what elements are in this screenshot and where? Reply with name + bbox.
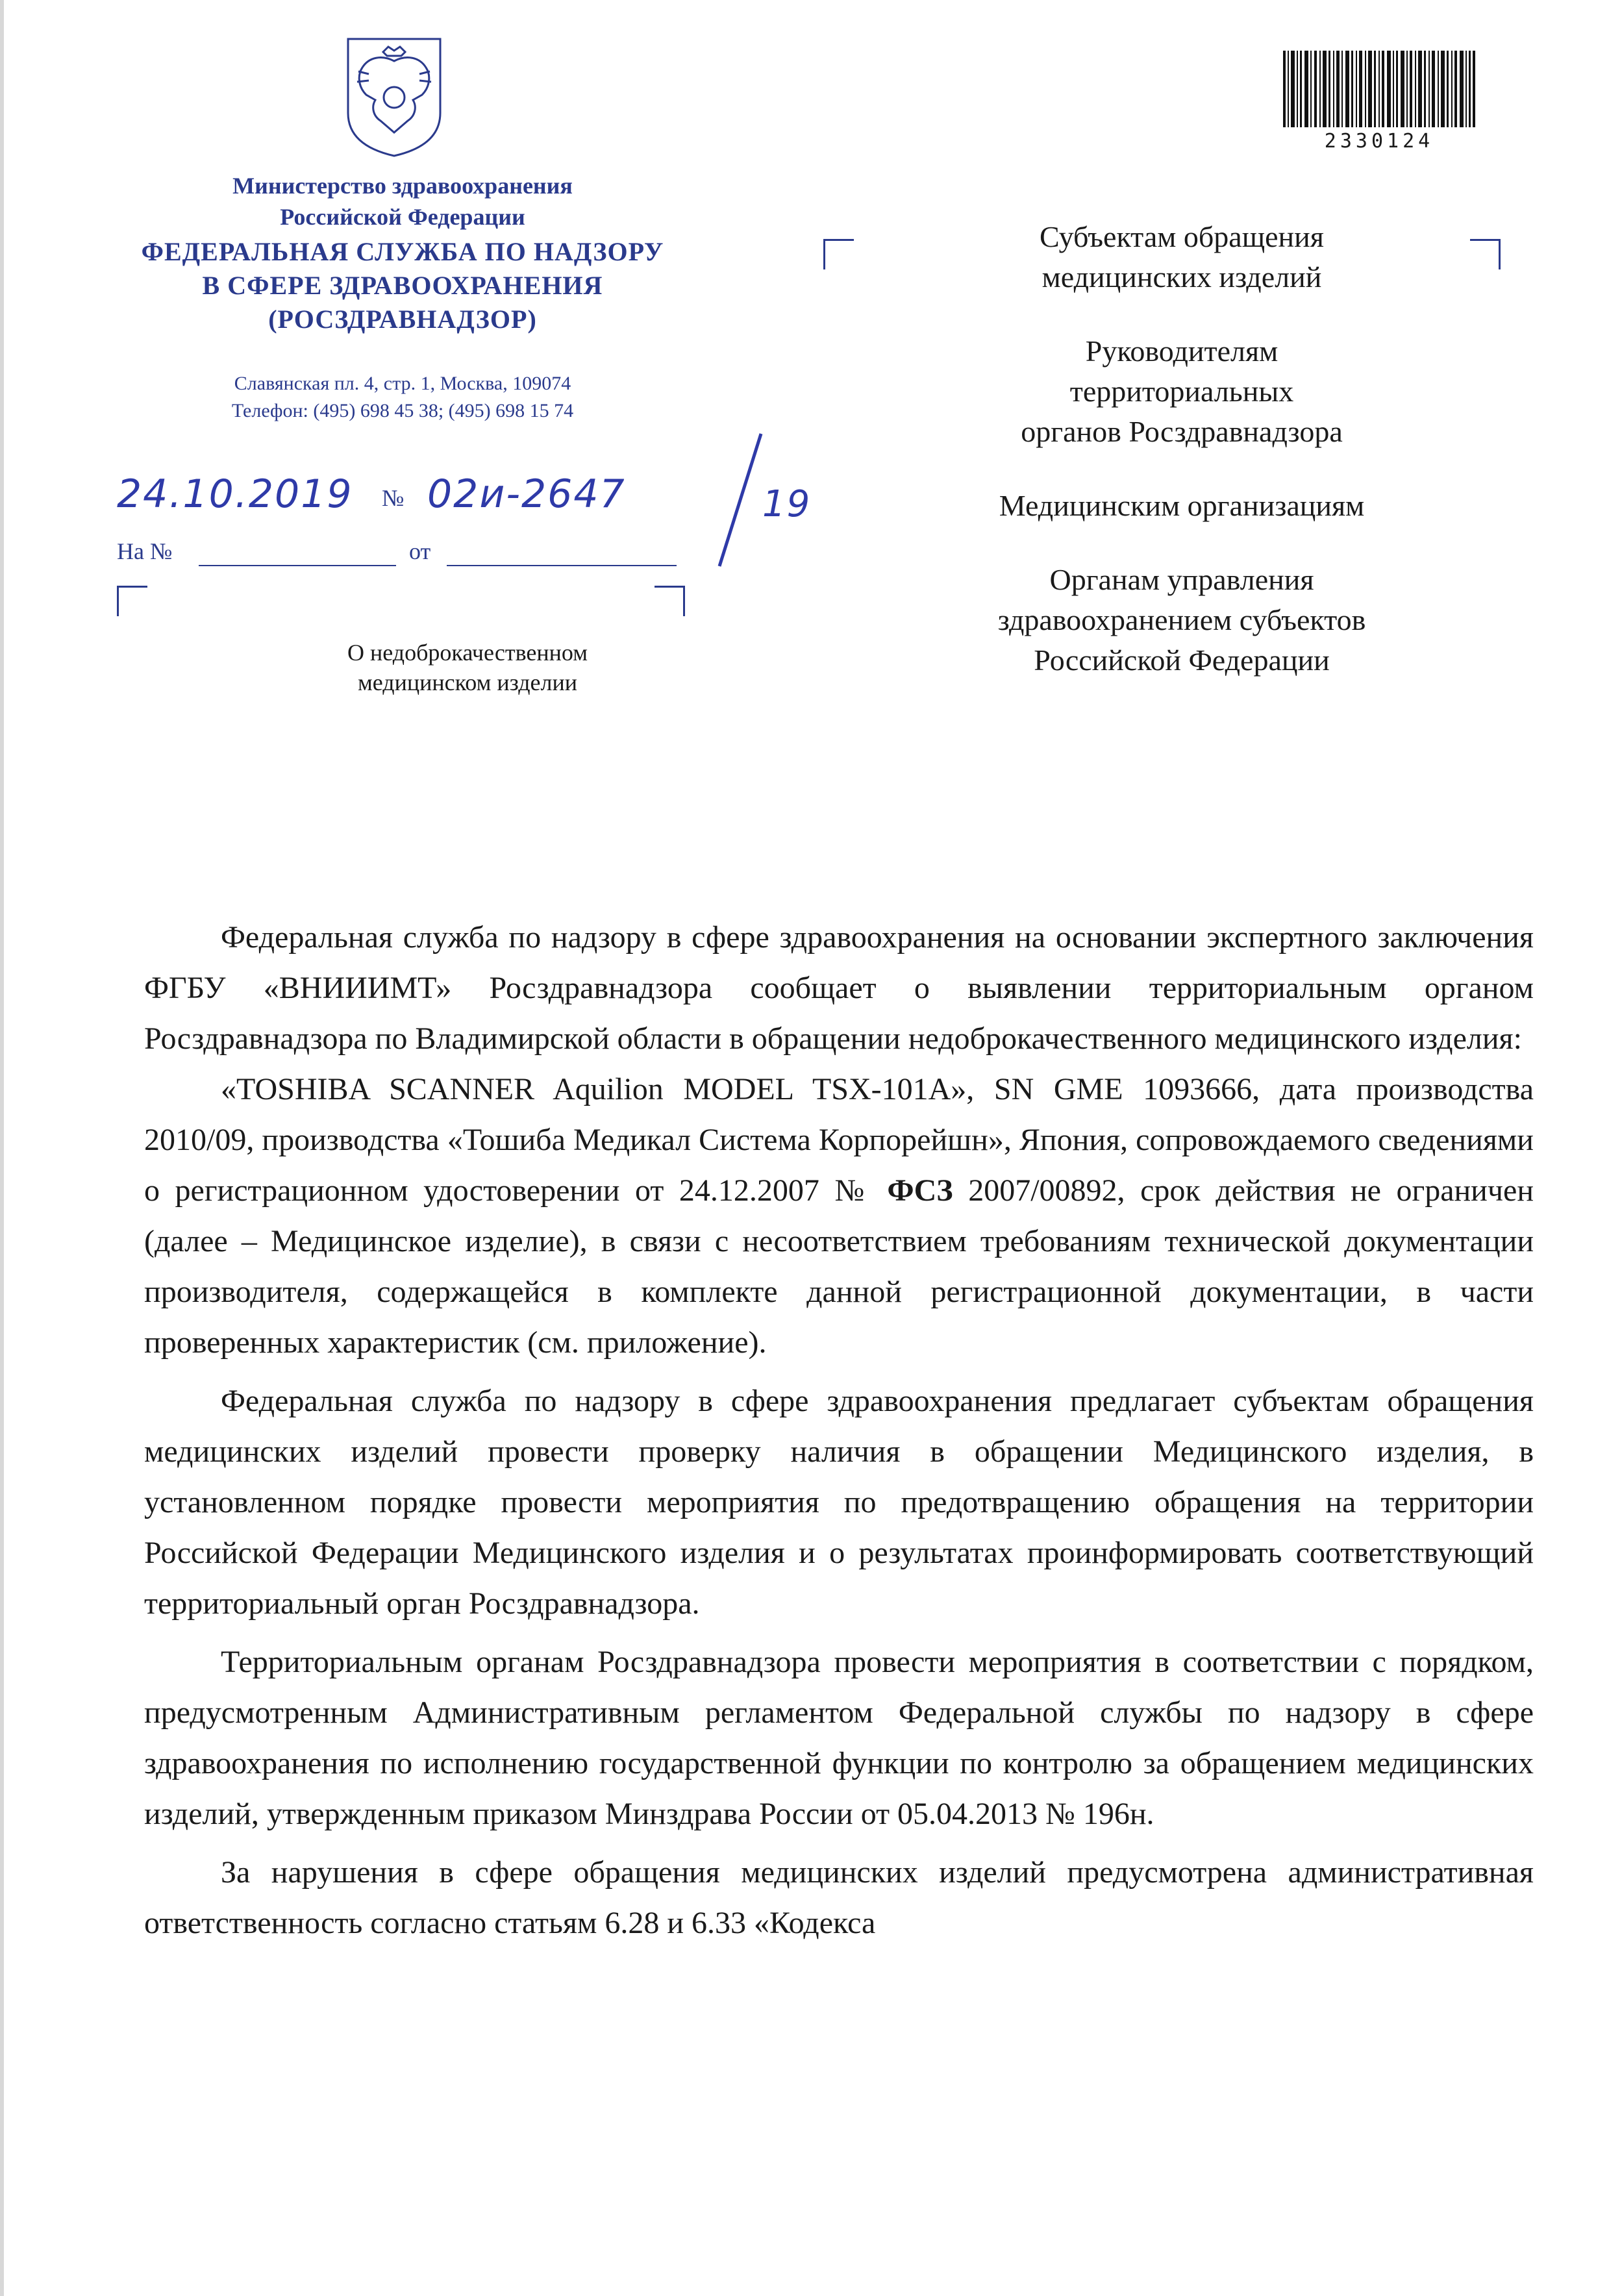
- body-paragraph: Федеральная служба по надзору в сфере здравоохранения предлагает субъектам обращения медицинских изделий провести проверку наличия в обращении Медицинского изделия, в установленном порядке провести мероприятия по предотвращению обращения на территории Российской Федерации Медицинского изделия и о результатах проинформировать соответствующий территориальный орган Росздравнадзора.: [144, 1384, 1534, 1621]
- service-name-line: ФЕДЕРАЛЬНАЯ СЛУЖБА ПО НАДЗОРУ: [141, 237, 664, 266]
- agency-phone: Телефон: (495) 698 45 38; (495) 698 15 74: [231, 400, 574, 421]
- addressee-bracket-right: [1470, 239, 1501, 269]
- body-paragraph: Территориальным органам Росздравнадзора провести мероприятия в соответствии с порядком, предусмотренным Административным регламентом Федеральной службы по надзору в сфере здравоохранения по исполнению государственной функции по контролю за обращением медицинских изделий, утвержденным приказом Минздрава России от 05.04.2013 № 196н.: [144, 1645, 1534, 1831]
- addressee-bracket-left: [823, 239, 854, 269]
- ministry-line: Российской Федерации: [280, 204, 525, 230]
- agency-contacts: [97, 370, 708, 425]
- service-name-line: В СФЕРЕ ЗДРАВООХРАНЕНИЯ: [202, 271, 603, 300]
- service-name-line: (РОСЗДРАВНАДЗОР): [268, 305, 537, 334]
- addressee-group: Органам управления здравоохранением субъектов Российской Федерации: [997, 563, 1366, 677]
- body-paragraph: «TOSHIBA SCANNER Aquilion MODEL TSX-101A», SN GME 1093666, дата производства 2010/09, производства «Тошиба Медикал Система Корпорейшн», Япония, сопровождаемого сведениями о регистрационном удостоверении от 24.12.2007 № ФСЗ 2007/00892, срок действия не ограничен (далее – Медицинское изделие), в связи с несоответствием требованиям технической документации производителя, содержащейся в комплекте данной регистрационной документации, в части проверенных характеристик (см. приложение).: [144, 1072, 1534, 1360]
- body-paragraph: Федеральная служба по надзору в сфере здравоохранения на основании экспертного заключения ФГБУ «ВНИИИМТ» Росздравнадзора сообщает о выявлении территориальным органом Росздравнадзора по Владимирской области в обращении недоброкачественного медицинского изделия:: [144, 920, 1534, 1056]
- barcode: [1282, 51, 1477, 127]
- subject-bracket-right: [655, 586, 685, 616]
- ref-from-label: от: [409, 538, 431, 564]
- scan-edge-shadow: [0, 0, 4, 2296]
- body-paragraph: За нарушения в сфере обращения медицинских изделий предусмотрена административная ответственность согласно статьям 6.28 и 6.33 «Кодекса: [144, 1855, 1534, 1940]
- letter-body: [144, 912, 1534, 1956]
- registration-year: 19: [762, 483, 812, 525]
- registration-number: 02и-2647: [427, 471, 626, 517]
- addressee-group: Медицинским организациям: [999, 489, 1365, 522]
- ref-number-label: На №: [117, 538, 173, 564]
- ministry-line: Министерство здравоохранения: [232, 173, 573, 199]
- agency-address: Славянская пл. 4, стр. 1, Москва, 109074: [234, 373, 571, 394]
- addressee-group: Субъектам обращения медицинских изделий: [1040, 220, 1324, 293]
- letter-subject: О недоброкачественном медицинском изделии: [347, 640, 588, 695]
- subject-bracket-left: [117, 586, 147, 616]
- addressee-block: [935, 217, 1428, 714]
- registration-date: 24.10.2019: [117, 471, 353, 517]
- barcode-number: 2330124: [1324, 130, 1434, 153]
- ref-date-line: [447, 565, 677, 566]
- coat-of-arms-icon: [343, 35, 445, 158]
- number-sign: №: [382, 485, 405, 511]
- ref-number-line: [199, 565, 396, 566]
- agency-header: [97, 170, 708, 336]
- addressee-group: Руководителям территориальных органов Росздравнадзора: [1021, 334, 1343, 448]
